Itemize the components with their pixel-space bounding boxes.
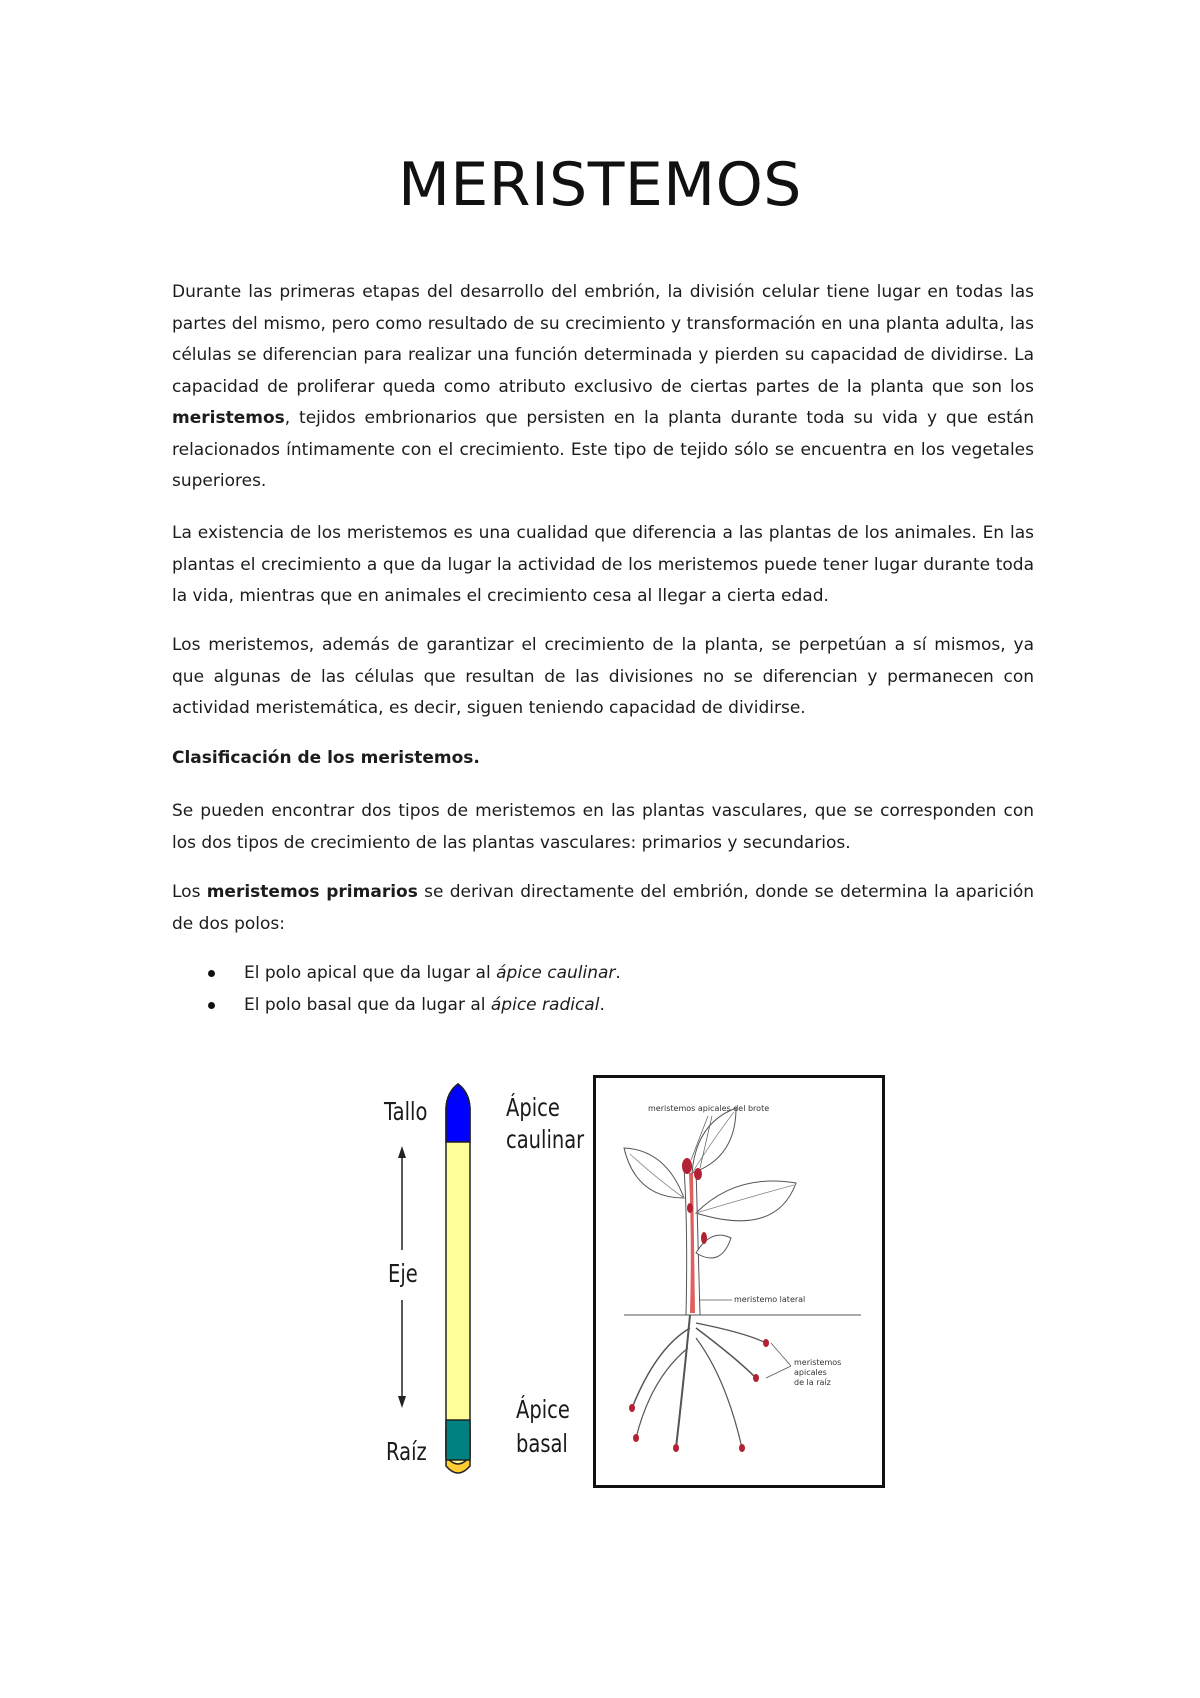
paragraph-intro-text-a: Durante las primeras etapas del desarrollo del embrión, la división celular tiene lugar en todas las partes del mismo, pero como resultado de su crecimiento y transformación en una planta adulta, las células se diferencian para realizar una función determinada y pierden su capacidad de dividirse. La capacidad de proliferar queda como atributo exclusivo de ciertas partes de la planta que son los — [172, 282, 1034, 397]
root-right-3 — [696, 1323, 766, 1343]
plant-meristems-figure — [593, 1075, 885, 1488]
root-tip-6 — [763, 1339, 769, 1347]
root-right-2 — [696, 1338, 742, 1448]
paragraph-perpetuation: Los meristemos, además de garantizar el crecimiento de la planta, se perpetúan a sí mismos, ya que algunas de las células que resultan de las divisiones no se diferencian y permanecen con actividad meristemática, es decir, siguen teniendo capacidad de dividirse. — [172, 635, 1034, 718]
root-tip-4 — [739, 1444, 745, 1452]
list-item — [172, 990, 1034, 1022]
label-apice-caulinar-2: caulinar — [506, 1125, 585, 1154]
label-raiz: Raíz — [386, 1437, 427, 1466]
arrow-up-icon — [398, 1146, 406, 1158]
list-item-end: . — [615, 963, 621, 983]
apical-bud-3 — [687, 1203, 693, 1213]
label-apice-basal-1: Ápice — [516, 1395, 570, 1424]
bullet-icon — [208, 1002, 215, 1009]
label-apice-basal-2: basal — [516, 1429, 568, 1458]
label-shoot-apical-meristems: meristemos apicales del brote — [648, 1104, 770, 1113]
apical-meristem-shape — [446, 1084, 470, 1142]
root-tip-2 — [633, 1434, 639, 1442]
section-heading: Clasificación de los meristemos. — [172, 748, 480, 768]
paragraph-primary-text-b: se derivan directamente del embrión, donde se determina la aparición de dos polos: — [172, 882, 1034, 934]
label-lateral-meristem: meristemo lateral — [734, 1295, 806, 1304]
apical-bud-2 — [694, 1168, 702, 1180]
label-eje: Eje — [388, 1259, 418, 1288]
paragraph-primary-bold-term: meristemos primarios — [206, 882, 418, 902]
bullet-icon — [208, 970, 215, 977]
root-left-2 — [636, 1348, 688, 1438]
embryo-axis-figure — [378, 1078, 588, 1488]
basal-meristem-shape — [446, 1420, 470, 1460]
apical-bud-1 — [682, 1158, 692, 1174]
list-item — [172, 958, 1034, 990]
paragraph-intro-text-b: , tejidos embrionarios que persisten en la planta durante toda su vida y que están relacionados íntimamente con el crecimiento. Este tipo de tejido sólo se encuentra en los vegetales superiores. — [172, 408, 1034, 491]
root-tip-1 — [629, 1404, 635, 1412]
root-tip-5 — [753, 1374, 759, 1382]
list-item-text: El polo apical que da lugar al — [244, 963, 497, 983]
arrow-down-icon — [398, 1396, 406, 1408]
paragraph-types: Se pueden encontrar dos tipos de meristemos en las plantas vasculares, que se corresponden con los dos tipos de crecimiento de las plantas vasculares: primarios y secundarios. — [172, 801, 1034, 853]
root-tip-3 — [673, 1444, 679, 1452]
leaf-left — [624, 1148, 684, 1198]
paragraph-primary-text-a: Los — [172, 882, 207, 902]
list-item-end: . — [599, 994, 605, 1015]
label-tallo: Tallo — [384, 1097, 428, 1126]
label-apice-caulinar-1: Ápice — [506, 1093, 560, 1122]
page-title: MERISTEMOS — [398, 150, 802, 220]
paragraph-existence: La existencia de los meristemos es una cualidad que diferencia a las plantas de los animales. En las plantas el crecimiento a que da lugar la actividad de los meristemos puede tener lugar durante toda la vida, mientras que en animales el crecimiento cesa al llegar a cierta edad. — [172, 523, 1034, 606]
poles-list — [172, 958, 1034, 1021]
paragraph-primary — [172, 877, 1034, 940]
root-main — [676, 1315, 690, 1448]
paragraph-intro — [172, 277, 1034, 498]
list-item-text: El polo basal que da lugar al — [244, 994, 491, 1015]
leaf-right — [696, 1181, 796, 1221]
label-root-meristems-2: apicales — [794, 1368, 827, 1377]
plant-drawing — [596, 1078, 882, 1485]
paragraph-intro-bold-term: meristemos — [172, 408, 285, 428]
label-root-meristems-1: meristemos — [794, 1358, 842, 1367]
label-root-meristems-3: de la raíz — [794, 1378, 831, 1387]
list-item-italic: ápice radical — [490, 994, 600, 1015]
list-item-italic: ápice caulinar — [496, 963, 616, 983]
apical-bud-4 — [701, 1232, 707, 1244]
